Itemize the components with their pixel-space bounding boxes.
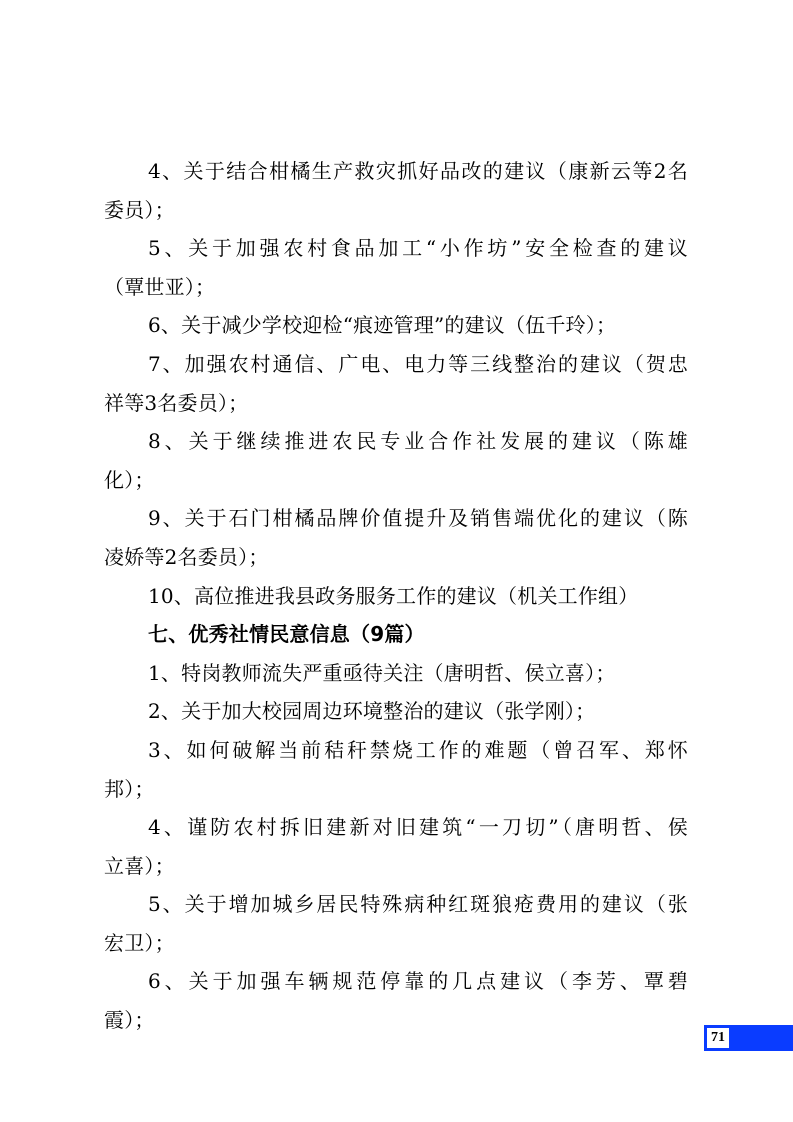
list-item-line: 8、关于继续推进农民专业合作社发展的建议（陈雄 (148, 429, 688, 454)
list-item-line: 4、谨防农村拆旧建新对旧建筑“一刀切”（唐明哲、侯 (148, 815, 688, 840)
list-item-line: 6、关于减少学校迎检“痕迹管理”的建议（伍千玲）； (148, 313, 617, 338)
section-heading: 七、优秀社情民意信息（9篇） (148, 622, 425, 647)
list-item-line: 委员）； (104, 197, 175, 222)
list-item-line: 宏卫）； (104, 930, 175, 955)
list-item-line: （覃世亚）； (104, 274, 216, 299)
list-item-line: 祥等3名委员）； (104, 390, 249, 415)
list-item-line: 1、特岗教师流失严重亟待关注（唐明哲、侯立喜）； (148, 660, 616, 685)
list-item-line: 7、加强农村通信、广电、电力等三线整治的建议（贺忠 (148, 351, 688, 376)
page-number-bar (704, 1025, 793, 1051)
list-item-line: 化）； (104, 467, 155, 492)
list-item-line: 5、关于加强农村食品加工“小作坊”安全检查的建议 (148, 236, 688, 261)
list-item-line: 霞）； (104, 1008, 155, 1033)
list-item-line: 2、关于加大校园周边环境整治的建议（张学刚）； (148, 699, 596, 724)
list-item-line: 3、如何破解当前秸秆禁烧工作的难题（曾召军、郑怀 (148, 737, 688, 762)
list-item-line: 6、关于加强车辆规范停靠的几点建议（李芳、覃碧 (148, 969, 688, 994)
page-body (104, 152, 688, 1040)
list-item-line: 4、关于结合柑橘生产救灾抓好品改的建议（康新云等2名 (148, 159, 688, 183)
page-number: 71 (707, 1028, 729, 1048)
list-item-line: 9、关于石门柑橘品牌价值提升及销售端优化的建议（陈 (148, 506, 688, 531)
list-item-line: 邦）； (104, 776, 155, 801)
list-item-line: 凌娇等2名委员）； (104, 544, 269, 569)
list-item-line: 10、高位推进我县政务服务工作的建议（机关工作组） (148, 583, 639, 608)
list-item-line: 立喜）； (104, 853, 175, 878)
list-item-line: 5、关于增加城乡居民特殊病种红斑狼疮费用的建议（张 (148, 892, 688, 917)
